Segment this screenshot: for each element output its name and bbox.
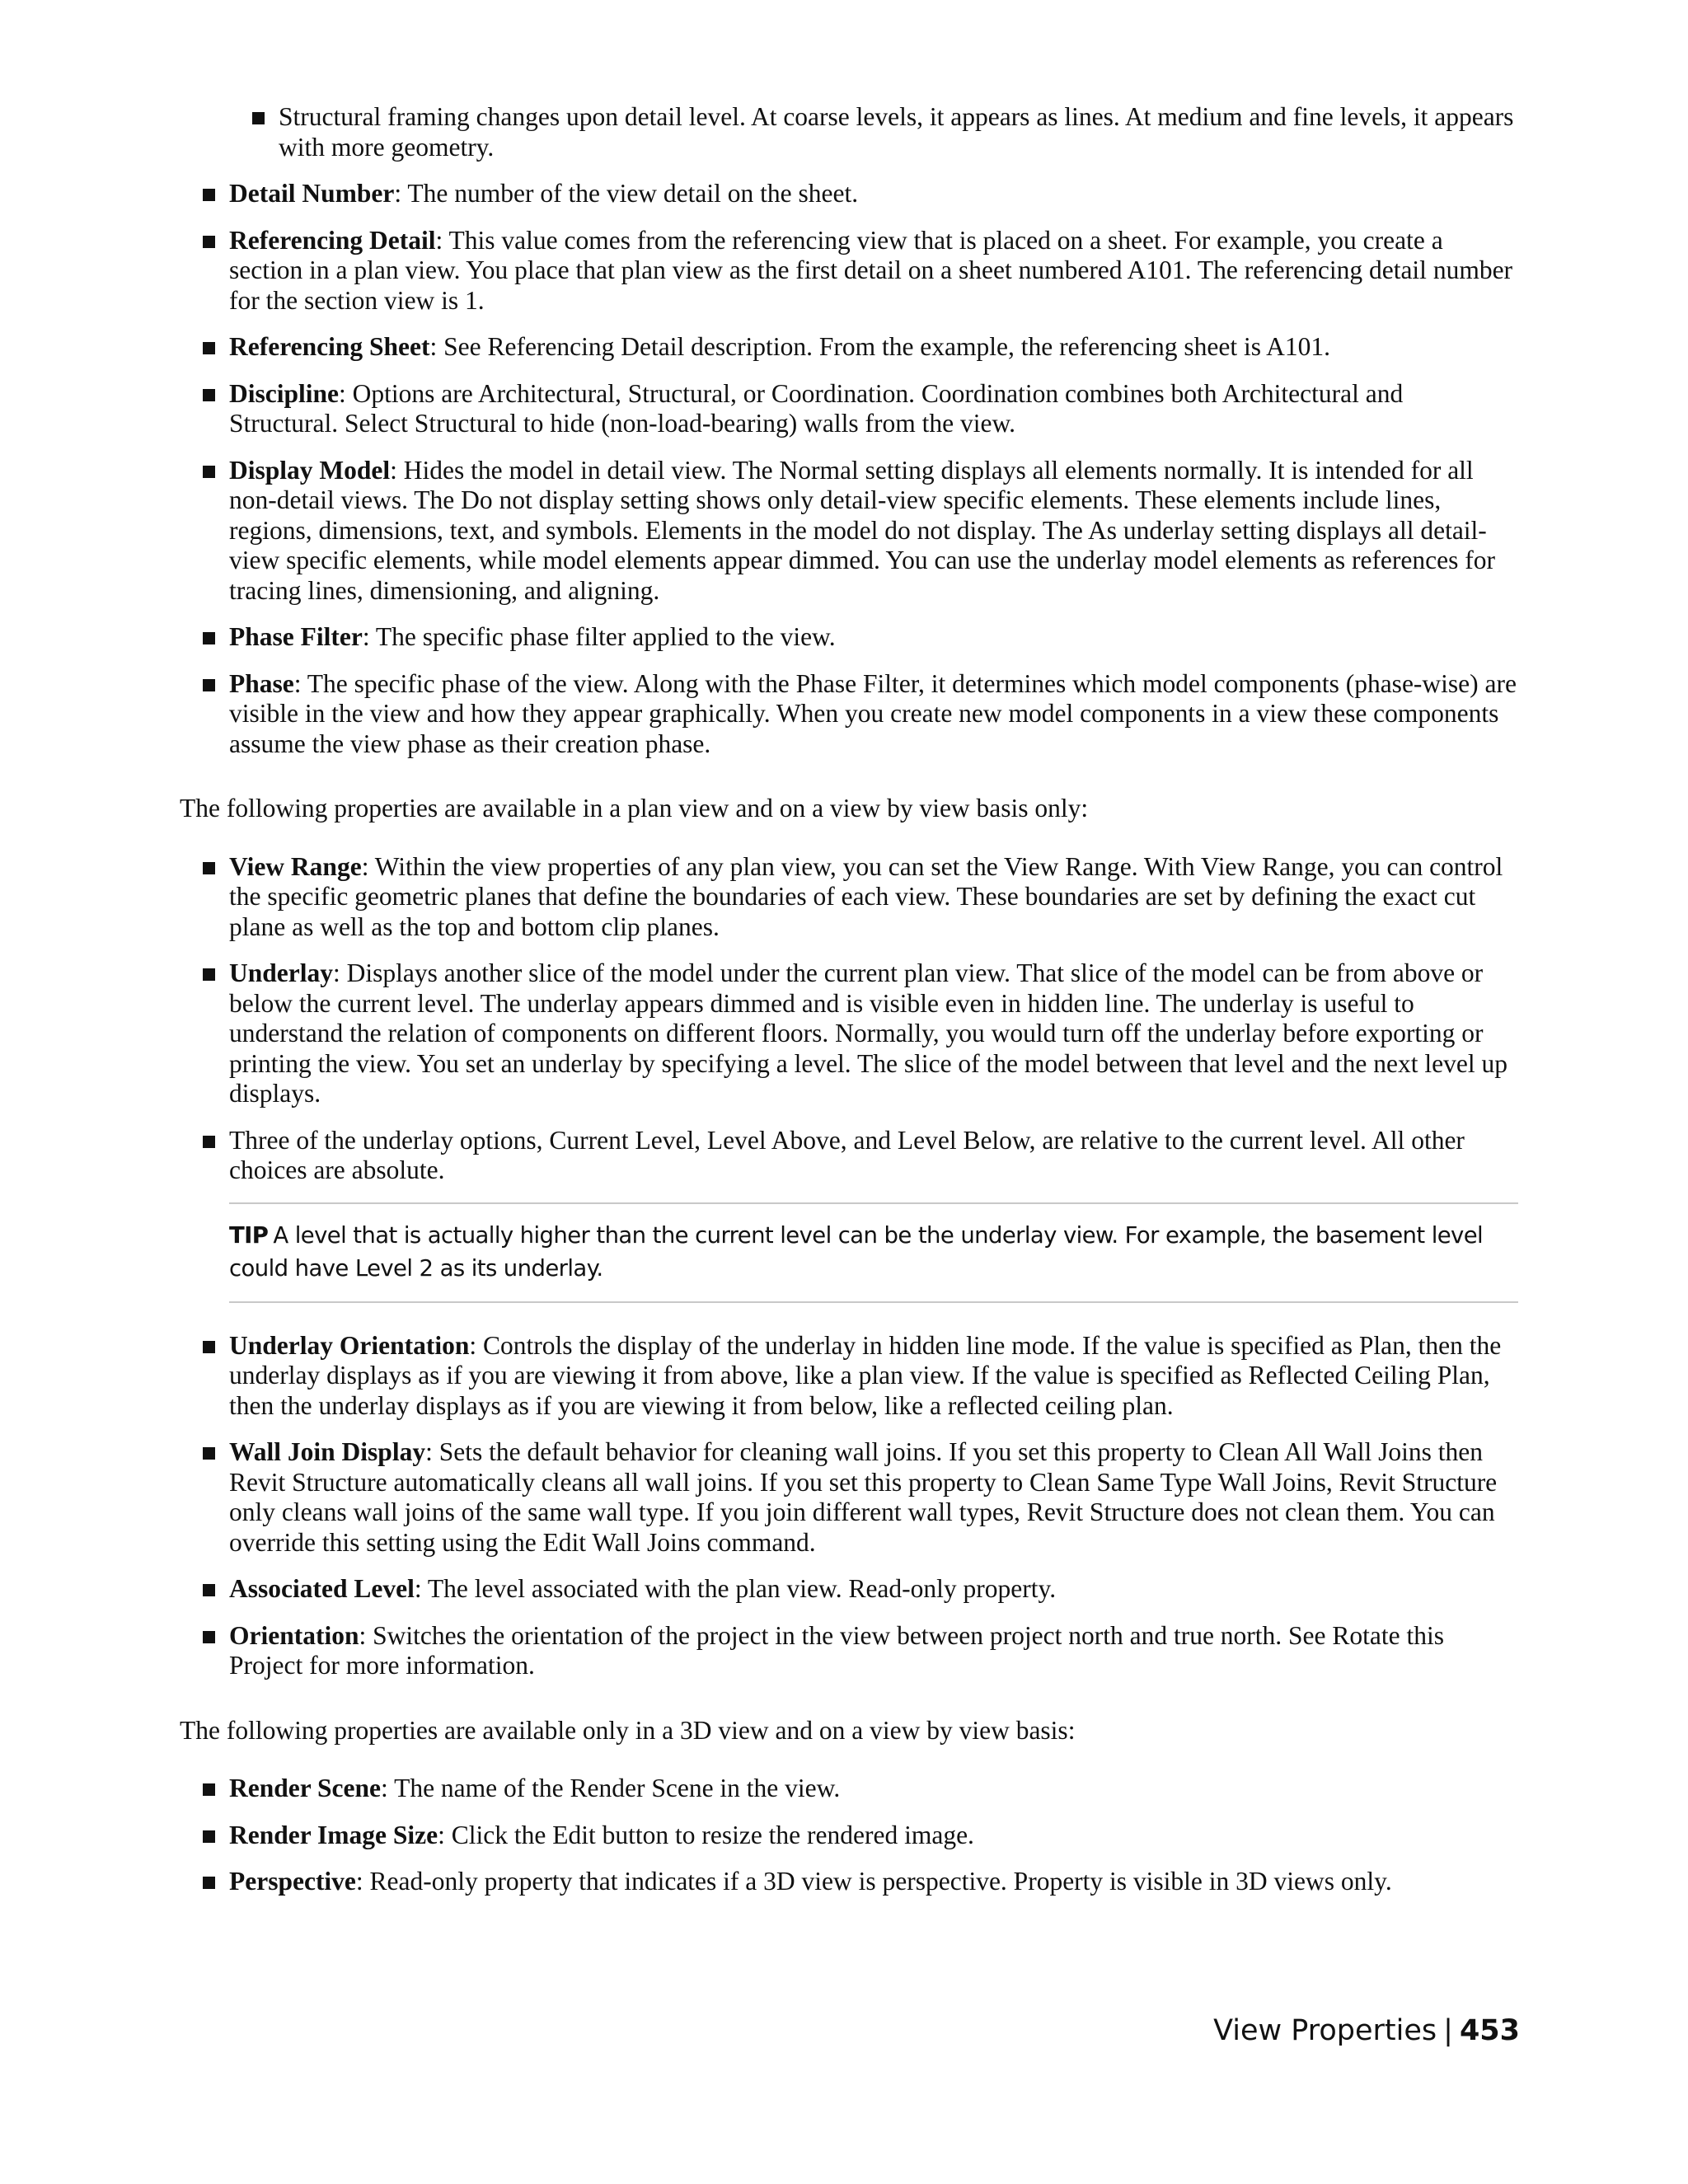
- item-term: Discipline: [229, 378, 340, 408]
- item-term: Associated Level: [229, 1574, 415, 1603]
- list-item: [180, 1437, 1518, 1558]
- tip-box: [229, 1202, 1518, 1303]
- square-bullet-icon: [203, 236, 215, 248]
- item-text: : The level associated with the plan view. Read-only property.: [414, 1574, 1057, 1603]
- item-term: Display Model: [229, 455, 391, 485]
- item-term: Detail Number: [229, 179, 395, 208]
- item-text: : See Referencing Detail description. From the example, the referencing sheet is A101.: [429, 332, 1331, 361]
- page-content: [180, 102, 1518, 1914]
- list-item: [180, 332, 1518, 363]
- list-item: [180, 958, 1518, 1109]
- square-bullet-icon: [203, 1830, 215, 1843]
- item-text: : The specific phase filter applied to the view.: [362, 622, 836, 651]
- square-bullet-icon: [203, 342, 215, 354]
- item-text: Structural framing changes upon detail level. At coarse levels, it appears as lines. At medium and fine levels, it appears with more geometry.: [279, 102, 1514, 162]
- list-item: [180, 1867, 1518, 1897]
- item-text: : The name of the Render Scene in the view.: [381, 1774, 841, 1802]
- square-bullet-icon: [203, 1341, 215, 1353]
- plan-view-intro: The following properties are available in a plan view and on a view by view basis only:: [180, 794, 1089, 823]
- list-item: [180, 1574, 1518, 1605]
- item-text: : The number of the view detail on the sheet.: [394, 179, 859, 208]
- square-bullet-icon: [203, 189, 215, 201]
- square-bullet-icon: [203, 466, 215, 478]
- list-item: [180, 1331, 1518, 1422]
- item-text: : Read-only property that indicates if a 3D view is perspective. Property is visible in 3D views only.: [355, 1867, 1392, 1896]
- page-footer: [1213, 2013, 1520, 2049]
- item-text: : Sets the default behavior for cleaning wall joins. If you set this property to Clean All Wall Joins then Revit Structure automatically cleans all wall joins. If you set this property to Clean Same Type Wall Joins, Revit Structure only cleans wall joins of the same wall type. If you join different wall types, Revit Structure does not clean them. You can override this setting using the Edit Wall Joins command.: [229, 1437, 1498, 1557]
- item-text: : Hides the model in detail view. The Normal setting displays all elements normally. It is intended for all non-detail views. The Do not display setting shows only detail-view specific elements. These elements include lines, regions, dimensions, text, and symbols. Elements in the model do not display. The As underlay setting displays all detail-view specific elements, while model elements appear dimmed. You can use the underlay model elements as references for tracing lines, dimensioning, and aligning.: [229, 455, 1495, 605]
- list-item: [180, 456, 1518, 607]
- top-items-list: [180, 102, 1518, 759]
- item-text: : Click the Edit button to resize the rendered image.: [438, 1820, 974, 1849]
- list-item: [180, 1821, 1518, 1851]
- square-bullet-icon: [203, 1783, 215, 1796]
- item-term: Render Scene: [229, 1774, 382, 1802]
- list-item: [180, 1126, 1518, 1186]
- item-term: Referencing Sheet: [229, 332, 430, 361]
- item-text: : The specific phase of the view. Along with the Phase Filter, it determines which model components (phase-wise) are visible in the view and how they appear graphically. When you create new model components in a view these components assume the view phase as their creation phase.: [229, 668, 1517, 758]
- list-item: [180, 1774, 1518, 1804]
- list-item: [180, 179, 1518, 209]
- square-bullet-icon: [203, 1447, 215, 1460]
- tip-text: A level that is actually higher than the current level can be the underlay view. For example, the basement level could have Level 2 as its underlay.: [229, 1221, 1484, 1282]
- list-item: [180, 669, 1518, 760]
- square-bullet-icon: [203, 632, 215, 644]
- item-term: Referencing Detail: [229, 225, 436, 255]
- square-bullet-icon: [203, 1136, 215, 1148]
- plan-items-list-continued: [180, 1331, 1518, 1681]
- square-bullet-icon: [203, 1584, 215, 1596]
- item-term: View Range: [229, 851, 362, 881]
- item-term: Underlay: [229, 958, 333, 987]
- plan-items-list: [180, 852, 1518, 1186]
- list-item: [180, 102, 1518, 162]
- square-bullet-icon: [203, 1877, 215, 1889]
- page-number: 453: [1459, 2014, 1520, 2047]
- item-text: : Displays another slice of the model under the current plan view. That slice of the model can be from above or below the current level. The underlay appears dimmed and is visible even in hidden line. The underlay is useful to understand the relation of components on different floors. Normally, you would turn off the underlay before exporting or printing the view. You set an underlay by specifying a level. The slice of the model between that level and the next level up displays.: [229, 958, 1507, 1108]
- item-text: : Within the view properties of any plan view, you can set the View Range. With View Range, you can control the specific geometric planes that define the boundaries of each view. These boundaries are set by defining the exact cut plane as well as the top and bottom clip planes.: [229, 851, 1503, 941]
- item-term: Render Image Size: [229, 1820, 438, 1849]
- item-text: : Options are Architectural, Structural, or Coordination. Coordination combines both Architectural and Structural. Select Structural to hide (non-load-bearing) walls from the view.: [229, 378, 1404, 438]
- footer-section-title: View Properties: [1213, 2014, 1437, 2047]
- list-item: [180, 226, 1518, 316]
- square-bullet-icon: [203, 389, 215, 401]
- square-bullet-icon: [203, 1631, 215, 1643]
- item-term: Orientation: [229, 1620, 359, 1650]
- item-text: Three of the underlay options, Current Level, Level Above, and Level Below, are relative to the current level. All other choices are absolute.: [229, 1125, 1465, 1184]
- square-bullet-icon: [252, 112, 265, 124]
- list-item: [180, 622, 1518, 653]
- item-text: : Switches the orientation of the project in the view between project north and true north. See Rotate this Project for more information.: [229, 1620, 1445, 1680]
- item-term: Wall Join Display: [229, 1437, 426, 1466]
- list-item: [180, 1621, 1518, 1681]
- item-term: Phase: [229, 668, 294, 698]
- item-term: Perspective: [229, 1867, 356, 1896]
- footer-separator: |: [1443, 2014, 1453, 2047]
- tip-label: TIP: [229, 1221, 269, 1249]
- list-item: [180, 852, 1518, 943]
- square-bullet-icon: [203, 862, 215, 874]
- item-text: : This value comes from the referencing view that is placed on a sheet. For example, you create a section in a plan view. You place that plan view as the first detail on a sheet numbered A101. The referencing detail number for the section view is 1.: [229, 225, 1513, 315]
- square-bullet-icon: [203, 679, 215, 691]
- square-bullet-icon: [203, 968, 215, 981]
- list-item: [180, 379, 1518, 439]
- item-term: Underlay Orientation: [229, 1330, 470, 1360]
- threed-items-list: [180, 1774, 1518, 1897]
- item-text: : Controls the display of the underlay in hidden line mode. If the value is specified as Plan, then the underlay displays as if you are viewing it from above, like a plan view. If the value is specified as Reflected Ceiling Plan, then the underlay displays as if you are viewing it from below, like a reflected ceiling plan.: [229, 1330, 1502, 1420]
- threed-view-intro: The following properties are available only in a 3D view and on a view by view basis:: [180, 1715, 1076, 1745]
- item-term: Phase Filter: [229, 622, 363, 651]
